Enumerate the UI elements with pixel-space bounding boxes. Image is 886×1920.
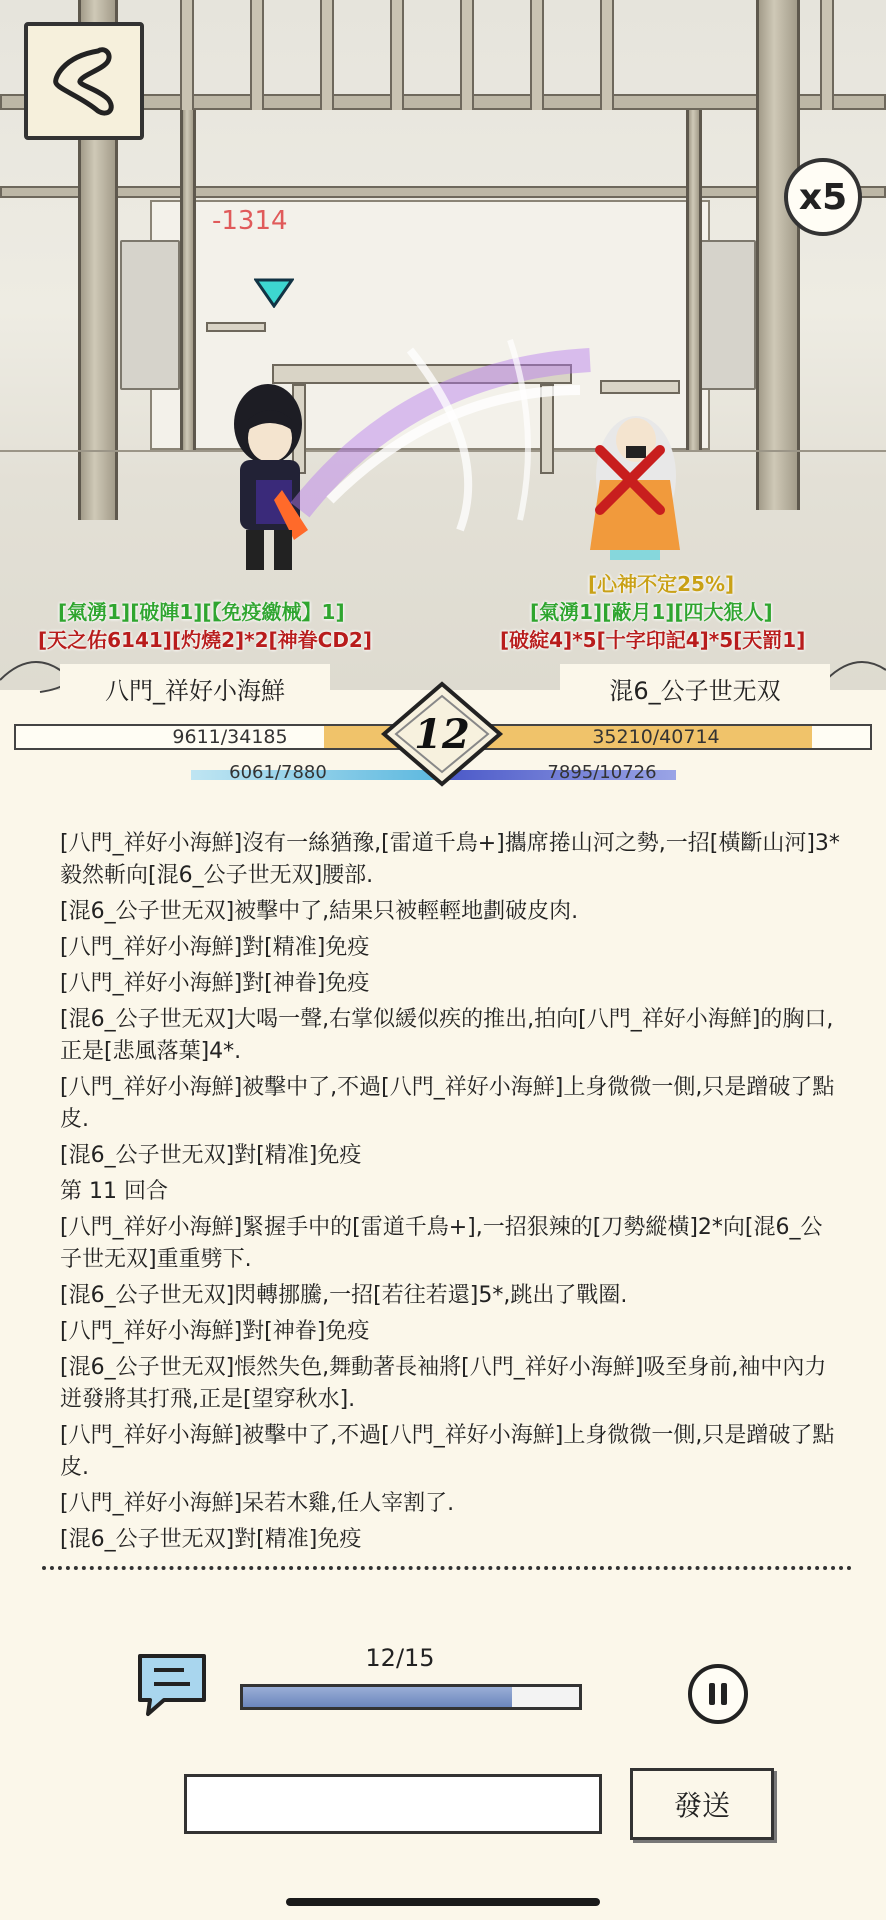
speed-multiplier-button[interactable] [784,158,862,236]
enemy-status-line0: [心神不定25%] [588,572,735,596]
enemy-status-line2: [破綻4]*5[十字印記4]*5[天罰1] [500,628,806,652]
back-arrow-icon [42,39,126,123]
log-line: [八門_祥好小海鮮]對[精准]免疫 [60,935,370,960]
enemy-name: 混6_公子世无双 [560,664,830,712]
log-line: [八門_祥好小海鮮]緊握手中的[雷道千鳥+],一招狠辣的[刀勢縱橫]2*向[混6_公子世无双]重重劈下. [60,1215,823,1272]
log-line: [混6_公子世无双]對[精准]免疫 [60,1527,362,1552]
log-round-heading: 第 11 回合 [60,1179,168,1204]
round-progress-label: 12/15 [365,1644,435,1672]
log-line: [八門_祥好小海鮮]沒有一絲猶豫,[雷道千鳥+]攜席捲山河之勢,一招[橫斷山河]3*毅然斬向[混6_公子世无双]腰部. [60,831,840,888]
enemy-hp-bar [440,724,872,750]
round-badge [380,680,504,788]
rafter [390,0,404,110]
player-status-line2: [天之佑6141][灼燒2]*2[神眷CD2] [38,628,372,652]
player-name: 八門_祥好小海鮮 [60,664,330,712]
home-indicator[interactable] [286,1898,600,1906]
log-line: [八門_祥好小海鮮]被擊中了,不過[八門_祥好小海鮮]上身微微一側,只是蹭破了點皮. [60,1423,835,1480]
rafter [250,0,264,110]
rafter [320,0,334,110]
rafter [460,0,474,110]
back-button[interactable] [24,22,144,140]
damage-number: -1314 [212,206,288,236]
cross-beam [0,186,886,198]
battle-scene [0,0,886,690]
round-number: 12 [414,710,470,758]
enemy-status-line1: [氣湧1][蔽月1][四大狠人] [530,600,773,624]
pause-icon [703,1679,733,1709]
rafter [180,0,194,110]
pause-button[interactable] [688,1664,748,1724]
shelf [206,322,266,332]
multiplier-label: x5 [798,176,848,218]
log-line: [混6_公子世无双]大喝一聲,右掌似緩似疾的推出,拍向[八門_祥好小海鮮]的胸口,正是[悲風落葉]4*. [60,1007,834,1064]
player-hp-text: 9611/34185 [172,726,288,748]
rafter [530,0,544,110]
log-line: [混6_公子世无双]對[精准]免疫 [60,1143,362,1168]
dotted-divider [42,1566,852,1570]
chat-message-input[interactable] [184,1774,602,1834]
enemy-hp-text: 35210/40714 [592,726,720,748]
curtain [120,240,180,390]
battle-log[interactable] [60,828,840,1560]
chat-bubble-icon [134,1650,210,1720]
round-progress-fill [243,1687,512,1707]
log-line: [八門_祥好小海鮮]對[神眷]免疫 [60,1319,370,1344]
log-line: [八門_祥好小海鮮]對[神眷]免疫 [60,971,370,996]
pillar [756,0,800,510]
rafter [820,0,834,110]
enemy-mp-text: 7895/10726 [547,762,657,783]
log-line: [八門_祥好小海鮮]被擊中了,不過[八門_祥好小海鮮]上身微微一側,只是蹭破了點皮. [60,1075,835,1132]
pillar [180,110,196,450]
log-line: [混6_公子世无双]悵然失色,舞動著長袖將[八門_祥好小海鮮]吸至身前,袖中內力迸發將其打飛,正是[望穿秋水]. [60,1355,827,1412]
rafter [600,0,614,110]
curtain [700,240,756,390]
round-progress-bar [240,1684,582,1710]
log-line: [混6_公子世无双]被擊中了,結果只被輕輕地劃破皮肉. [60,899,579,924]
chat-button[interactable] [134,1650,210,1720]
target-marker-icon [254,278,294,308]
log-line: [混6_公子世无双]閃轉挪騰,一招[若往若還]5*,跳出了戰圈. [60,1283,628,1308]
log-line: [八門_祥好小海鮮]呆若木雞,任人宰割了. [60,1491,455,1516]
skill-effect [290,330,610,550]
send-button[interactable]: 發送 [630,1768,774,1840]
player-mp-text: 6061/7880 [229,762,327,783]
player-status-line1: [氣湧1][破陣1][【免疫繳械】1] [58,600,345,624]
enemy-character[interactable] [570,380,700,570]
